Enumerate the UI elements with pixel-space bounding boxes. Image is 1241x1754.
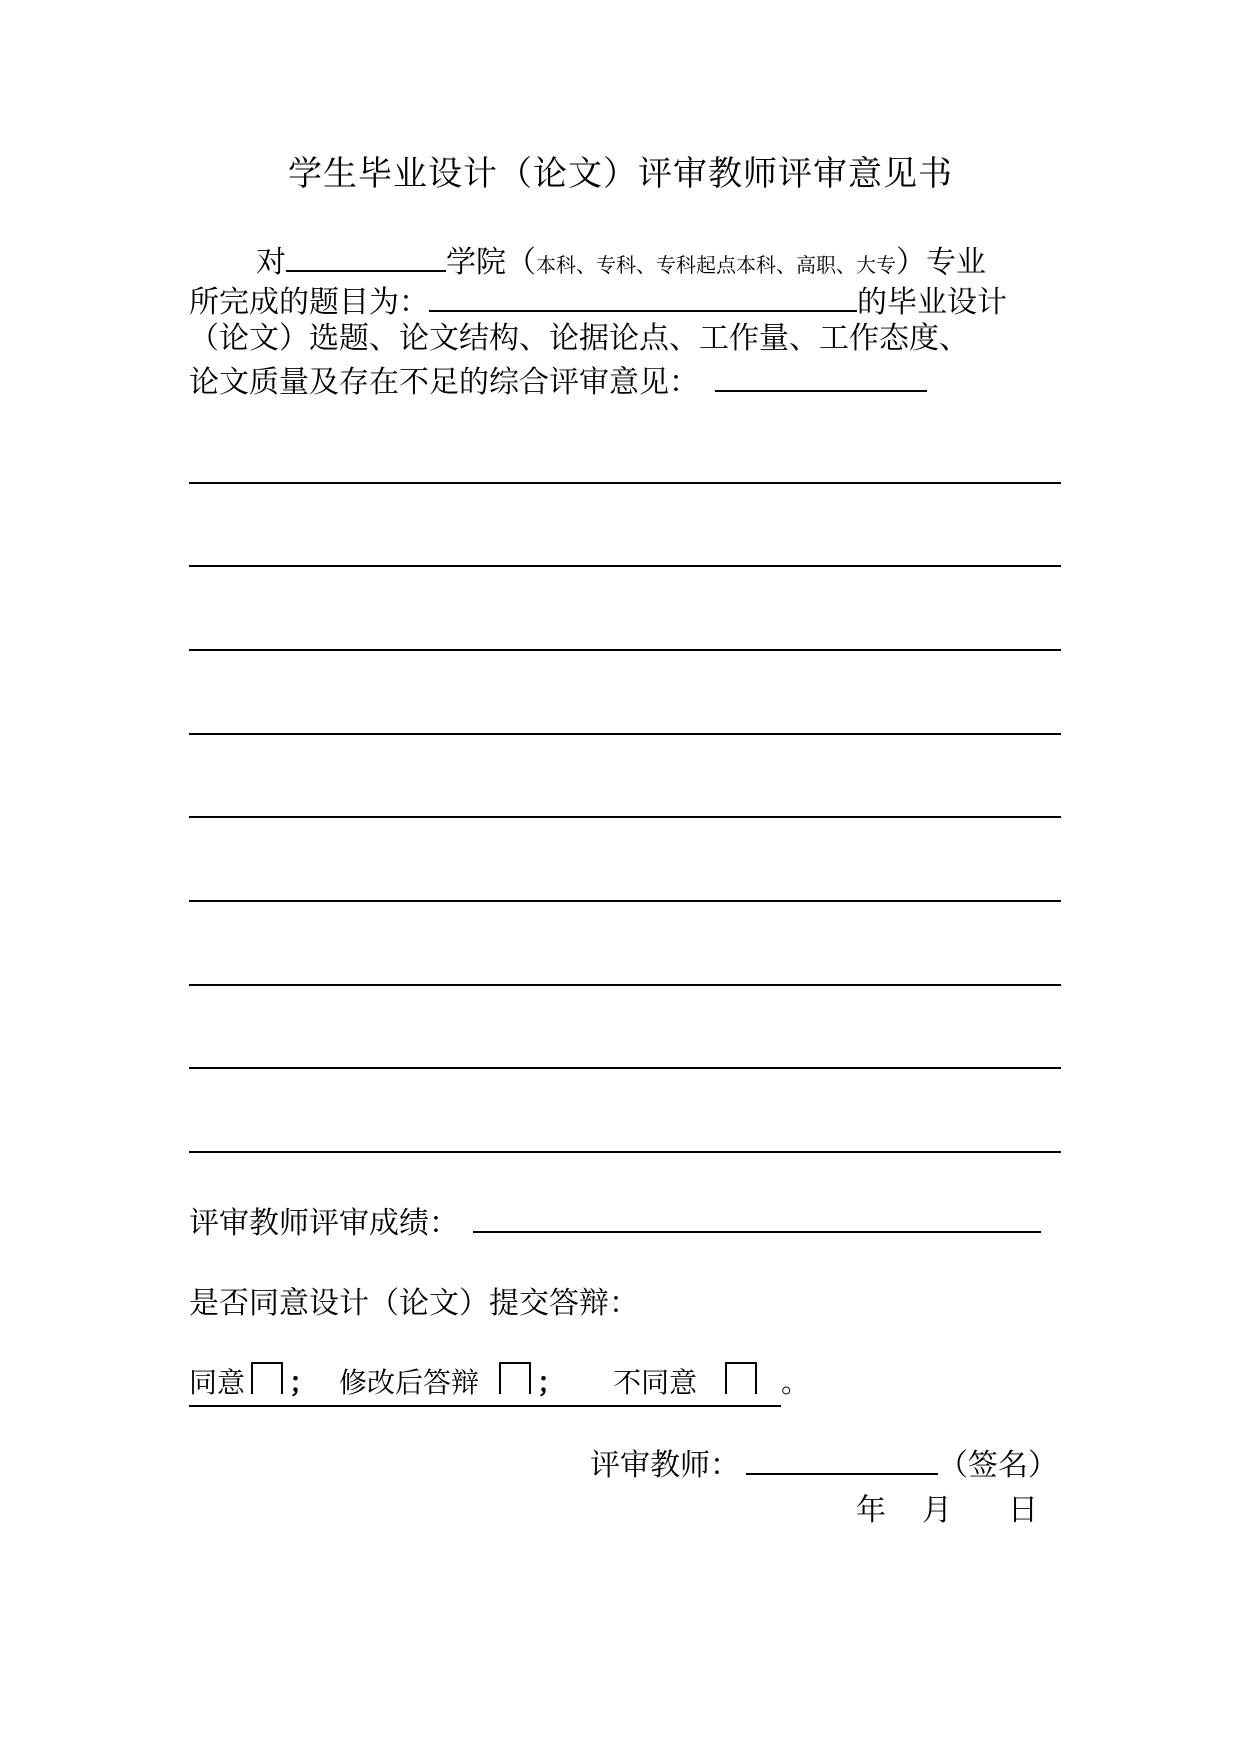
thesis-title-blank[interactable]: [429, 280, 857, 312]
day-label: 日: [1008, 1493, 1038, 1528]
reviewer-signature-blank[interactable]: [746, 1443, 938, 1475]
intro-line-3: （论文）选题、论文结构、论据论点、工作量、工作态度、: [189, 321, 969, 356]
intro-title-end: 的毕业设计: [857, 285, 1007, 320]
opinion-line-8[interactable]: [189, 1067, 1061, 1069]
grade-blank[interactable]: [473, 1201, 1041, 1233]
intro-line-4: [189, 360, 927, 402]
month-label: 月: [922, 1493, 952, 1528]
intro-line-1: [256, 240, 986, 284]
reviewer-label: 评审教师：: [590, 1448, 740, 1483]
options-underlined: [189, 1362, 781, 1407]
grade-label: 评审教师评审成绩：: [189, 1206, 459, 1241]
disagree-checkbox[interactable]: [725, 1362, 757, 1394]
option-agree-label: 同意: [189, 1366, 246, 1399]
intro-opinion-label: 论文质量及存在不足的综合评审意见：: [189, 365, 699, 400]
opinion-line-3[interactable]: [189, 649, 1061, 651]
options-row: [189, 1362, 809, 1407]
opinion-line-9[interactable]: [189, 1151, 1061, 1153]
intro-dui: 对: [256, 245, 286, 280]
sign-note: （签名）: [938, 1448, 1058, 1483]
grade-row: [189, 1201, 1041, 1243]
year-label: 年: [856, 1493, 886, 1528]
date-row: [856, 1492, 1038, 1530]
intro-xueyuan: 学院（: [446, 245, 536, 280]
intro-line-2: [189, 280, 1007, 322]
separator-2: ；: [537, 1366, 566, 1399]
intro-title-label: 所完成的题目为：: [189, 285, 429, 320]
submit-question: 是否同意设计（论文）提交答辩：: [189, 1286, 639, 1321]
opinion-line-5[interactable]: [189, 816, 1061, 818]
opinion-line-6[interactable]: [189, 900, 1061, 902]
revise-checkbox[interactable]: [499, 1362, 531, 1394]
agree-checkbox[interactable]: [251, 1362, 283, 1394]
opinion-start-blank[interactable]: [715, 360, 927, 392]
opinion-line-1[interactable]: [189, 482, 1061, 484]
opinion-line-4[interactable]: [189, 733, 1061, 735]
intro-close-major: ）专业: [896, 245, 986, 280]
option-revise-label: 修改后答辩: [339, 1366, 480, 1399]
option-disagree-label: 不同意: [613, 1366, 698, 1399]
separator-1: ；: [289, 1366, 318, 1399]
signature-row: [590, 1443, 1058, 1485]
page-title: 学生毕业设计（论文）评审教师评审意见书: [288, 154, 953, 194]
options-end: 。: [781, 1366, 810, 1399]
degree-types: 本科、专科、专科起点本科、高职、大专: [536, 253, 896, 277]
college-blank[interactable]: [286, 240, 446, 272]
opinion-line-2[interactable]: [189, 565, 1061, 567]
opinion-line-7[interactable]: [189, 984, 1061, 986]
